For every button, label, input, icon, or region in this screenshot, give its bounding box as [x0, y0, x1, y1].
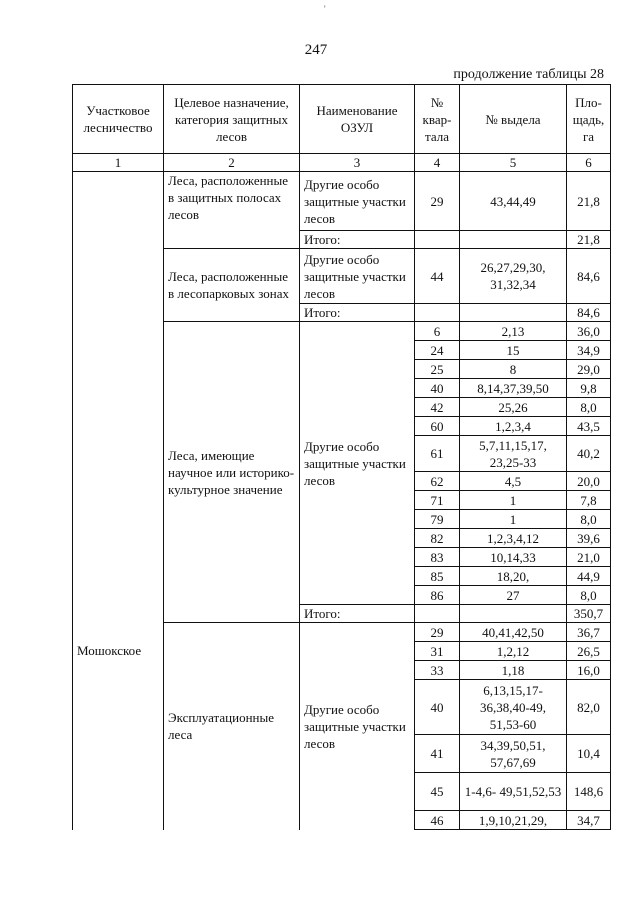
quarter-cell — [415, 605, 460, 623]
quarter-cell: 46 — [415, 811, 460, 830]
section-cell: 1 — [460, 491, 567, 510]
table-header-row — [73, 85, 611, 154]
area-cell: 29,0 — [567, 360, 611, 379]
area-cell: 36,0 — [567, 322, 611, 341]
total-area: 350,7 — [567, 605, 611, 623]
area-cell: 7,8 — [567, 491, 611, 510]
quarter-cell: 29 — [415, 172, 460, 231]
area-cell: 39,6 — [567, 529, 611, 548]
area-cell: 21,8 — [567, 172, 611, 231]
column-number: 1 — [73, 154, 164, 172]
header-section: № выдела — [460, 85, 567, 154]
section-cell: 15 — [460, 341, 567, 360]
quarter-cell: 25 — [415, 360, 460, 379]
forest-protection-table — [72, 84, 611, 830]
section-cell — [460, 231, 567, 249]
quarter-cell: 24 — [415, 341, 460, 360]
header-area: Пло-щадь, га — [567, 85, 611, 154]
column-number-row — [73, 154, 611, 172]
category-cell: Леса, расположенные в защитных полосах лесов — [164, 172, 300, 249]
column-number: 4 — [415, 154, 460, 172]
column-number: 6 — [567, 154, 611, 172]
table-continuation-label: продолжение таблицы 28 — [453, 67, 604, 82]
district-name: Мошокское — [73, 172, 164, 830]
section-cell: 5,7,11,15,17, 23,25-33 — [460, 436, 567, 472]
quarter-cell — [415, 231, 460, 249]
table-row — [73, 172, 611, 231]
quarter-cell: 42 — [415, 398, 460, 417]
section-cell: 6,13,15,17- 36,38,40-49, 51,53-60 — [460, 680, 567, 735]
column-number: 2 — [164, 154, 300, 172]
section-cell: 34,39,50,51, 57,67,69 — [460, 735, 567, 773]
section-cell: 1,18 — [460, 661, 567, 680]
section-cell: 25,26 — [460, 398, 567, 417]
section-cell: 1,2,12 — [460, 642, 567, 661]
area-cell: 20,0 — [567, 472, 611, 491]
quarter-cell: 83 — [415, 548, 460, 567]
section-cell — [460, 605, 567, 623]
area-cell: 43,5 — [567, 417, 611, 436]
section-cell: 8 — [460, 360, 567, 379]
ozul-cell: Другие особо защитные участки лесов — [300, 172, 415, 231]
column-number: 5 — [460, 154, 567, 172]
section-cell: 26,27,29,30, 31,32,34 — [460, 249, 567, 304]
total-label: Итого: — [300, 231, 415, 249]
section-cell: 40,41,42,50 — [460, 623, 567, 642]
quarter-cell: 44 — [415, 249, 460, 304]
area-cell: 8,0 — [567, 398, 611, 417]
quarter-cell: 6 — [415, 322, 460, 341]
area-cell: 8,0 — [567, 510, 611, 529]
ozul-cell: Другие особо защитные участки лесов — [300, 249, 415, 304]
category-cell: Эксплуатационные леса — [164, 623, 300, 830]
area-cell: 10,4 — [567, 735, 611, 773]
area-cell: 34,7 — [567, 811, 611, 830]
quarter-cell: 41 — [415, 735, 460, 773]
quarter-cell: 79 — [415, 510, 460, 529]
section-cell: 43,44,49 — [460, 172, 567, 231]
section-cell: 1 — [460, 510, 567, 529]
section-cell: 27 — [460, 586, 567, 605]
ozul-cell: Другие особо защитные участки лесов — [300, 322, 415, 605]
category-cell: Леса, имеющие научное или историко-культурное значение — [164, 322, 300, 623]
quarter-cell: 40 — [415, 379, 460, 398]
section-cell: 4,5 — [460, 472, 567, 491]
quarter-cell — [415, 304, 460, 322]
category-cell: Леса, расположенные в лесопарковых зонах — [164, 249, 300, 322]
ozul-cell: Другие особо защитные участки лесов — [300, 623, 415, 830]
total-label: Итого: — [300, 304, 415, 322]
area-cell: 82,0 — [567, 680, 611, 735]
quarter-cell: 60 — [415, 417, 460, 436]
scan-mark: ' — [324, 4, 326, 14]
section-cell: 1,9,10,21,29, — [460, 811, 567, 830]
quarter-cell: 29 — [415, 623, 460, 642]
area-cell: 44,9 — [567, 567, 611, 586]
section-cell: 8,14,37,39,50 — [460, 379, 567, 398]
area-cell: 40,2 — [567, 436, 611, 472]
quarter-cell: 31 — [415, 642, 460, 661]
header-district: Участковое лесничество — [73, 85, 164, 154]
section-cell: 2,13 — [460, 322, 567, 341]
area-cell: 21,0 — [567, 548, 611, 567]
header-category: Целевое назначение, категория защитных лесов — [164, 85, 300, 154]
quarter-cell: 33 — [415, 661, 460, 680]
quarter-cell: 40 — [415, 680, 460, 735]
column-number: 3 — [300, 154, 415, 172]
section-cell: 1,2,3,4,12 — [460, 529, 567, 548]
area-cell: 34,9 — [567, 341, 611, 360]
area-cell: 148,6 — [567, 773, 611, 811]
section-cell: 1-4,6- 49,51,52,53 — [460, 773, 567, 811]
section-cell — [460, 304, 567, 322]
quarter-cell: 71 — [415, 491, 460, 510]
section-cell: 18,20, — [460, 567, 567, 586]
area-cell: 36,7 — [567, 623, 611, 642]
quarter-cell: 85 — [415, 567, 460, 586]
area-cell: 84,6 — [567, 249, 611, 304]
section-cell: 10,14,33 — [460, 548, 567, 567]
total-area: 21,8 — [567, 231, 611, 249]
quarter-cell: 86 — [415, 586, 460, 605]
header-quarter: № квар-тала — [415, 85, 460, 154]
total-area: 84,6 — [567, 304, 611, 322]
header-ozul: Наименование ОЗУЛ — [300, 85, 415, 154]
quarter-cell: 45 — [415, 773, 460, 811]
quarter-cell: 82 — [415, 529, 460, 548]
area-cell: 26,5 — [567, 642, 611, 661]
quarter-cell: 62 — [415, 472, 460, 491]
page-number: 247 — [304, 42, 328, 58]
area-cell: 16,0 — [567, 661, 611, 680]
quarter-cell: 61 — [415, 436, 460, 472]
area-cell: 9,8 — [567, 379, 611, 398]
area-cell: 8,0 — [567, 586, 611, 605]
section-cell: 1,2,3,4 — [460, 417, 567, 436]
total-label: Итого: — [300, 605, 415, 623]
